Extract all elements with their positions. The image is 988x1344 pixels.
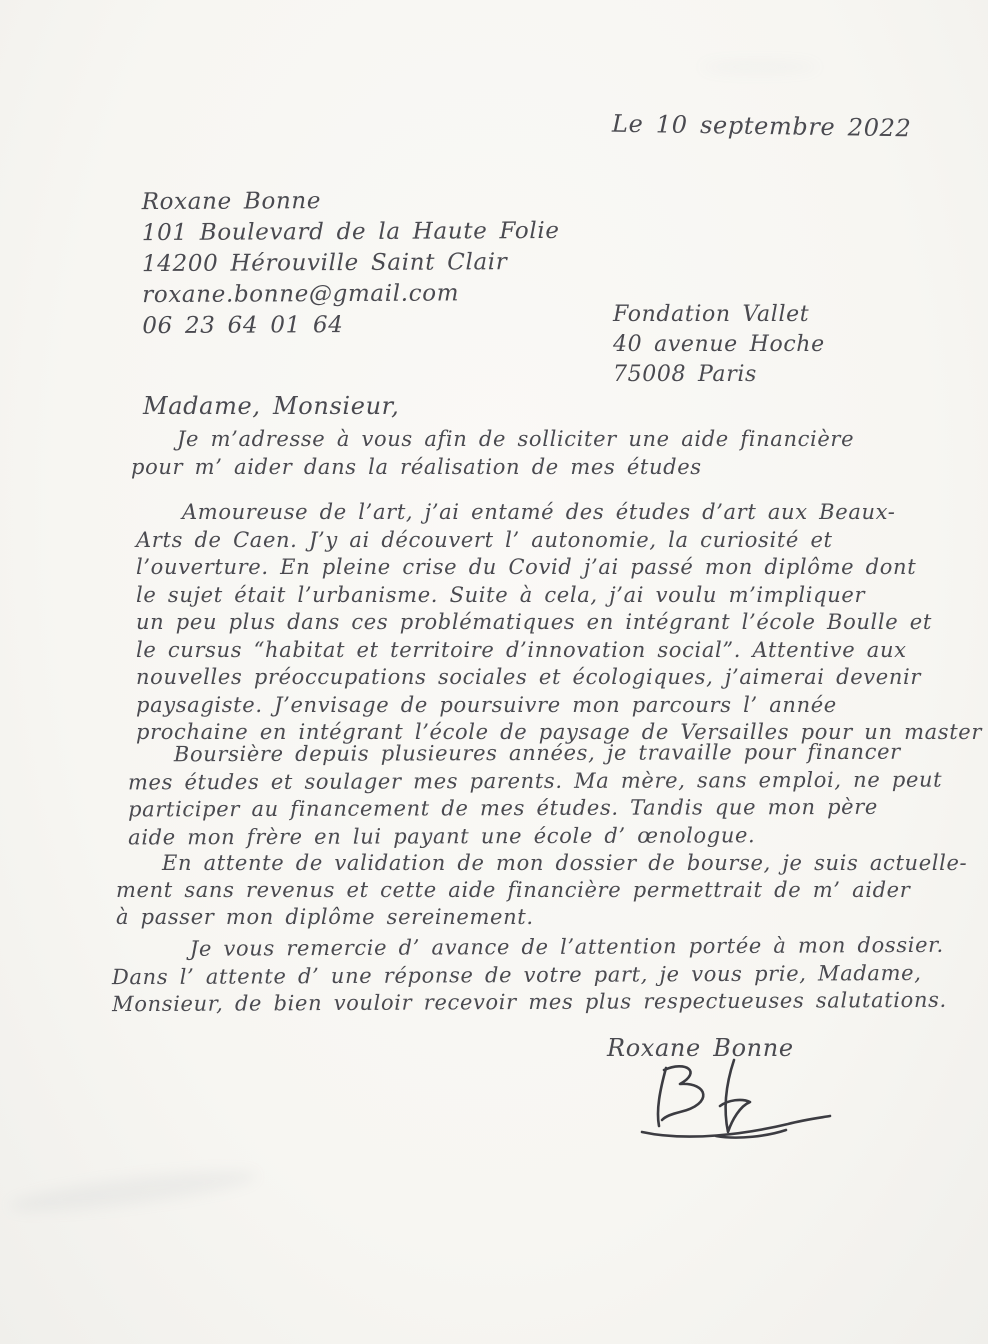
recipient-name: Fondation Vallet [613,302,810,327]
scan-smudge [700,60,820,74]
sender-email: roxane.bonne@gmail.com [142,280,460,309]
paragraph-intro [131,426,854,481]
letter-line: Arts de Caen. J’y ai découvert l’ autonomie, la curiosité et [136,527,833,552]
salutation: Madame, Monsieur, [143,392,400,420]
letter-line: le cursus “habitat et territoire d’innovation social”. Attentive aux [136,637,907,662]
letter-line: ment sans revenus et cette aide financière permettrait de m’ aider [116,878,911,902]
letter-line: paysagiste. J’envisage de poursuivre mon parcours l’ année [136,692,837,717]
date-line: Le 10 septembre 2022 [611,109,912,143]
recipient-address-city: 75008 Paris [613,362,757,387]
paragraph-closing [112,932,947,1019]
sender-address-city: 14200 Hérouville Saint Clair [141,249,508,278]
letter-line: aide mon frère en lui payant une école d’ œnologue. [128,822,756,849]
signature-name: Roxane Bonne [607,1034,794,1062]
sender-phone: 06 23 64 01 64 [142,312,344,340]
letter-line: l’ouverture. En pleine crise du Covid j’ai passé mon diplôme dont [136,555,917,579]
letter-line: nouvelles préoccupations sociales et écologiques, j’aimerai devenir [136,665,922,689]
letter-line: Boursière depuis plusieures années, je travaille pour financer [173,739,901,767]
sender-name: Roxane Bonne [141,188,322,216]
letter-line: prochaine en intégrant l’école de paysage de Versailles pour un master [136,720,983,744]
paragraph-finances [128,739,943,852]
recipient-block [613,300,825,390]
letter-line: Monsieur, de bien vouloir recevoir mes plus respectueuses salutations. [112,987,947,1017]
scan-smudge [7,1163,258,1219]
paragraph-studies [136,499,982,747]
letter-line: pour m’ aider dans la réalisation de mes études [131,454,702,479]
letter-line: Amoureuse de l’art, j’ai entamé des études d’art aux Beaux- [182,500,896,524]
letter-line: à passer mon diplôme sereinement. [116,905,534,929]
letter-line: Dans l’ attente d’ une réponse de votre part, je vous prie, Madame, [111,960,922,989]
letter-line: participer au financement de mes études. Tandis que mon père [128,794,879,822]
paragraph-grant-status [116,850,967,931]
signature-scrawl [628,1056,838,1146]
letter-line: un peu plus dans ces problématiques en intégrant l’école Boulle et [136,610,932,634]
letter-line: En attente de validation de mon dossier de bourse, je suis actuelle- [162,851,968,875]
sender-block [142,185,561,342]
letter-line: Je vous remercie d’ avance de l’attention portée à mon dossier. [189,932,944,961]
sender-address-street: 101 Boulevard de la Haute Folie [141,217,560,247]
letter-line: Je m’adresse à vous afin de solliciter une aide financière [177,427,855,451]
recipient-address-street: 40 avenue Hoche [613,332,825,357]
letter-line: mes études et soulager mes parents. Ma mère, sans emploi, ne peut [127,767,943,794]
letter-line: le sujet était l’urbanisme. Suite à cela, j’ai voulu m’impliquer [136,582,866,607]
